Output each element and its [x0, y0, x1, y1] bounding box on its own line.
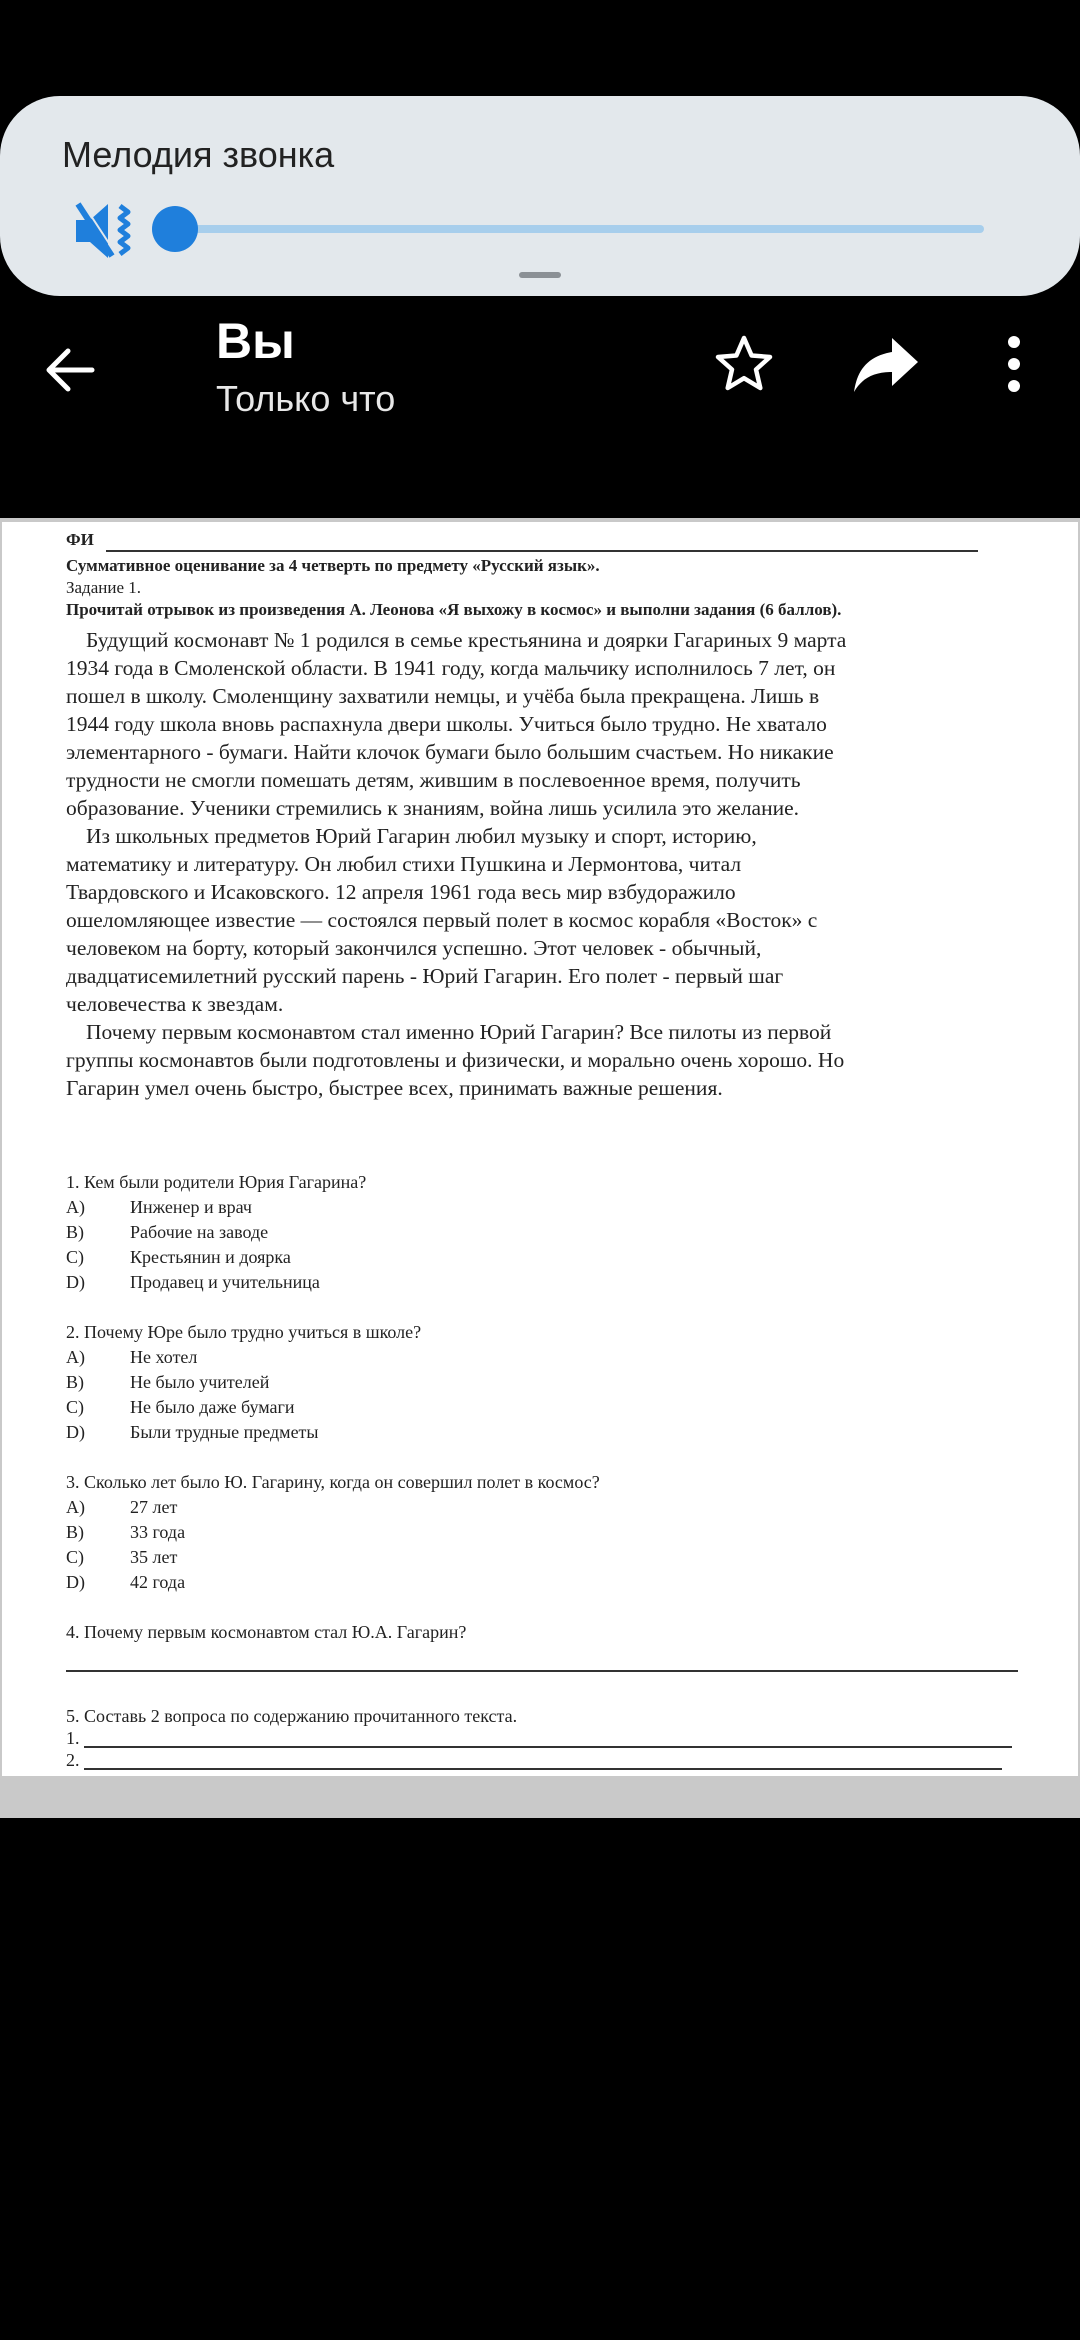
image-viewer[interactable]: [0, 518, 1080, 1818]
option-letter: B): [66, 1222, 84, 1242]
option-letter: A): [66, 1497, 85, 1517]
passage-line: пошел в школу. Смоленщину захватили немцы, и учёба была прекращена. Лишь в: [66, 684, 820, 708]
passage-line: Почему первым космонавтом стал именно Юрий Гагарин? Все пилоты из первой: [86, 1020, 832, 1044]
option-letter: C): [66, 1397, 84, 1417]
volume-slider-track[interactable]: [178, 225, 984, 233]
option-text: Рабочие на заводе: [130, 1222, 269, 1242]
question-text: 5. Составь 2 вопроса по содержанию прочитанного текста.: [66, 1706, 518, 1726]
passage-line: 1934 года в Смоленской области. В 1941 году, когда мальчику исполнилось 7 лет, он: [66, 656, 836, 680]
option-text: Крестьянин и доярка: [130, 1247, 291, 1267]
share-icon[interactable]: [852, 332, 922, 396]
option-text: 33 года: [130, 1522, 186, 1542]
timestamp: Только что: [216, 378, 396, 419]
passage-line: Будущий космонавт № 1 родился в семье крестьянина и доярки Гагариных 9 марта: [86, 628, 847, 652]
option-text: Были трудные предметы: [130, 1422, 319, 1442]
more-vert-icon[interactable]: [1000, 332, 1028, 396]
option-letter: A): [66, 1347, 85, 1367]
document-image: [2, 522, 1078, 1776]
passage-line: ошеломляющее известие — состоялся первый полет в космос корабля «Восток» с: [66, 908, 818, 932]
answer-label: 2.: [66, 1750, 80, 1770]
question-text: 1. Кем были родители Юрия Гагарина?: [66, 1172, 367, 1192]
option-text: 35 лет: [130, 1547, 178, 1567]
option-text: 27 лет: [130, 1497, 178, 1517]
option-letter: D): [66, 1422, 85, 1442]
option-letter: C): [66, 1547, 84, 1567]
question-text: 2. Почему Юре было трудно учиться в школе?: [66, 1322, 422, 1342]
option-letter: B): [66, 1372, 84, 1392]
passage-line: Из школьных предметов Юрий Гагарин любил музыку и спорт, историю,: [86, 824, 757, 848]
fi-label: ФИ: [66, 530, 94, 549]
option-letter: A): [66, 1197, 85, 1217]
option-text: Не было даже бумаги: [130, 1397, 295, 1417]
option-letter: C): [66, 1247, 84, 1267]
answer-label: 1.: [66, 1728, 80, 1748]
option-text: Инженер и врач: [130, 1197, 252, 1217]
answer-line: [66, 1670, 1018, 1672]
passage-line: 1944 году школа вновь распахнула двери школы. Учиться было трудно. Не хватало: [66, 712, 827, 736]
fi-line: [106, 550, 978, 552]
passage-line: Гагарин умел очень быстро, быстрее всех, принимать важные решения.: [66, 1076, 723, 1100]
option-letter: D): [66, 1272, 85, 1292]
question-text: 4. Почему первым космонавтом стал Ю.А. Гагарин?: [66, 1622, 467, 1642]
app-bar: [0, 290, 1080, 440]
passage-line: трудности не смогли помешать детям, жившим в послевоенное время, получить: [66, 768, 801, 792]
back-arrow-icon[interactable]: [40, 340, 100, 400]
volume-panel: [0, 96, 1080, 296]
option-text: 42 года: [130, 1572, 186, 1592]
passage-line: человеком на борту, который закончился успешно. Этот человек - обычный,: [66, 936, 762, 960]
star-icon[interactable]: [712, 332, 776, 396]
passage-line: человечества к звездам.: [66, 992, 284, 1016]
answer-line: [84, 1746, 1012, 1748]
option-letter: D): [66, 1572, 85, 1592]
passage-line: Твардовского и Исаковского. 12 апреля 1961 года весь мир взбудоражило: [66, 880, 736, 904]
passage-line: группы космонавтов были подготовлены и физически, и морально очень хорошо. Но: [66, 1048, 845, 1072]
sender-title: Вы: [216, 313, 295, 369]
volume-title: Мелодия звонка: [62, 134, 335, 175]
option-text: Не было учителей: [130, 1372, 270, 1392]
instruction: Прочитай отрывок из произведения А. Леонова «Я выхожу в космос» и выполни задания (6 баллов).: [66, 600, 842, 619]
answer-line: [84, 1768, 1002, 1770]
mute-vibrate-icon[interactable]: [72, 196, 142, 266]
option-text: Продавец и учительница: [130, 1272, 320, 1292]
panel-expand-handle[interactable]: [519, 272, 561, 278]
doc-title: Суммативное оценивание за 4 четверть по предмету «Русский язык».: [66, 556, 600, 575]
task-label: Задание 1.: [66, 578, 141, 597]
passage-line: математику и литературу. Он любил стихи Пушкина и Лермонтова, читал: [66, 852, 742, 876]
volume-slider-knob[interactable]: [152, 206, 198, 252]
option-text: Не хотел: [130, 1347, 198, 1367]
passage-line: образование. Ученики стремились к знаниям, война лишь усилила это желание.: [66, 796, 800, 820]
question-text: 3. Сколько лет было Ю. Гагарину, когда он совершил полет в космос?: [66, 1472, 600, 1492]
passage-line: элементарного - бумаги. Найти клочок бумаги было большим счастьем. Но никакие: [66, 740, 834, 764]
passage-line: двадцатисемилетний русский парень - Юрий Гагарин. Его полет - первый шаг: [66, 964, 784, 988]
option-letter: B): [66, 1522, 84, 1542]
